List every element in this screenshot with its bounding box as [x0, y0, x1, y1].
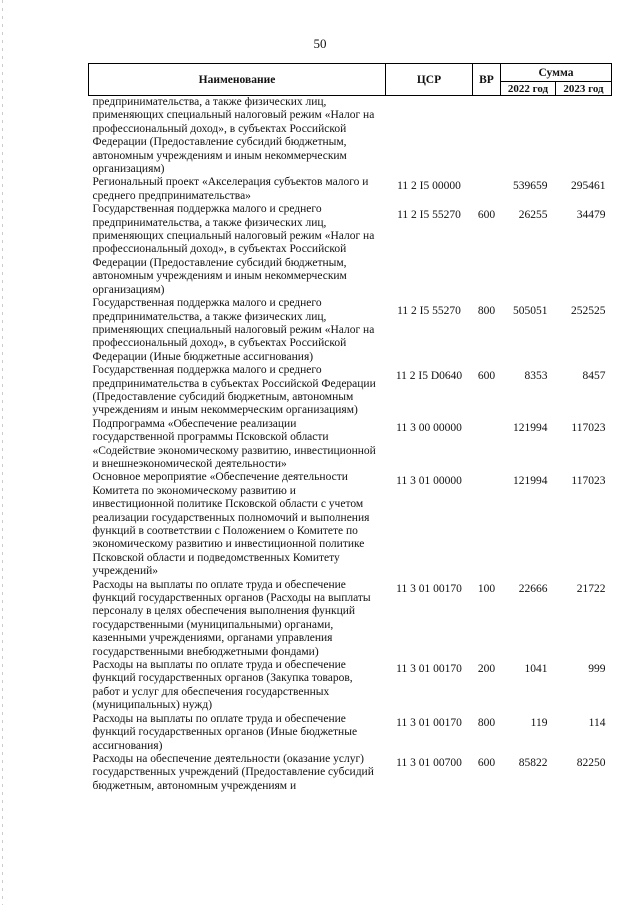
row-sum-2023: 114 — [588, 716, 606, 729]
row-csr — [386, 96, 473, 177]
row-vr: 100 — [477, 582, 496, 595]
table-row — [89, 176, 612, 203]
row-sum-2023: 999 — [588, 663, 606, 676]
row-csr: 11 3 01 00170 — [396, 716, 462, 729]
row-sum-2022: 26255 — [518, 209, 548, 222]
row-csr: 11 3 00 00000 — [396, 421, 462, 434]
row-sum-2022: 8353 — [524, 370, 548, 383]
row-name: предпринимательства, а также физических лиц, применяющих специальный налоговый режим «Налог на профессиональный доход», в субъектах Российской Федерации (Предоставление субсидий бюджетным, автономным учреждениям и иным некоммерческим организациям) — [92, 96, 375, 176]
row-sum-2023: 252525 — [571, 305, 606, 318]
table-row — [89, 364, 612, 418]
row-sum-2022: 539659 — [513, 180, 548, 193]
header-csr: ЦСР — [386, 64, 473, 96]
page-number: 50 — [313, 36, 327, 51]
row-vr — [473, 96, 501, 177]
row-name: Основное мероприятие «Обеспечение деятельности Комитета по экономическому развитию и инвестиционной политике Псковской области с учетом реализации государственных полномочий и выполнения функций в соответствии с Положением о Комитете по экономическому развитию и инвестиционной политике Псковской области и подведомственных Комитету учреждений» — [92, 471, 370, 578]
header-name: Наименование — [89, 64, 386, 96]
row-sum-2022 — [501, 96, 556, 177]
row-name: Государственная поддержка малого и среднего предпринимательства в субъектах Российской Федерации (Предоставление субсидий бюджетным, автономным учреждениям и иным некоммерческим организациям) — [92, 364, 376, 417]
row-name: Расходы на обеспечение деятельности (оказание услуг) государственных учреждений (Предоставление субсидий бюджетным, автономным учреждениям и — [92, 752, 374, 792]
row-name: Подпрограмма «Обеспечение реализации государственной программы Псковской области «Содействие экономическому развитию, инвестиционной и внешнеэкономической деятельности» — [92, 417, 376, 470]
row-vr: 800 — [477, 305, 496, 318]
row-vr — [473, 176, 501, 203]
row-csr: 11 2 I5 55270 — [397, 209, 461, 222]
table-row — [89, 659, 612, 713]
row-name: Расходы на выплаты по оплате труда и обеспечение функций государственных органов (Расходы на выплаты персоналу в целях обеспечения выполнения функций государственными (муниципальными) органами, казенными учреждениями, органами управления государственными внебюджетными фондами) — [92, 578, 371, 658]
row-name: Расходы на выплаты по оплате труда и обеспечение функций государственных органов (Иные бюджетные ассигнования) — [92, 712, 358, 752]
row-vr — [473, 471, 501, 578]
row-csr: 11 3 01 00170 — [396, 663, 462, 676]
row-name: Государственная поддержка малого и среднего предпринимательства, а также физических лиц, применяющих специальный налоговый режим «Налог на профессиональный доход», в субъектах Российской Федерации (Иные бюджетные ассигнования) — [92, 297, 375, 363]
row-vr — [473, 418, 501, 472]
row-vr: 800 — [477, 716, 496, 729]
row-sum-2023: 21722 — [576, 582, 606, 595]
header-vr: ВР — [473, 64, 501, 96]
row-csr: 11 2 I5 D0640 — [395, 370, 463, 383]
row-vr: 600 — [477, 756, 496, 769]
row-name: Региональный проект «Акселерация субъектов малого и среднего предпринимательства» — [92, 176, 369, 202]
row-name: Государственная поддержка малого и среднего предпринимательства, а также физических лиц, применяющих специальный налоговый режим «Налог на профессиональный доход», в субъектах Российской Федерации (Предоставление субсидий бюджетным, автономным учреждениям и иным некоммерческим организациям) — [92, 203, 375, 296]
table-row — [89, 203, 612, 297]
table-row — [89, 418, 612, 472]
row-csr: 11 3 01 00170 — [396, 582, 462, 595]
row-sum-2022: 121994 — [513, 421, 548, 434]
scan-edge — [2, 0, 3, 905]
table-body — [89, 96, 612, 794]
header-sum: Сумма — [501, 64, 612, 82]
row-csr: 11 3 01 00700 — [396, 756, 462, 769]
row-sum-2022: 505051 — [513, 305, 548, 318]
table-row — [89, 753, 612, 793]
header-year-2022: 2022 год — [501, 82, 556, 96]
row-sum-2023: 117023 — [571, 475, 606, 488]
budget-table — [88, 63, 612, 793]
row-csr: 11 2 I5 55270 — [397, 305, 461, 318]
row-vr: 600 — [477, 370, 496, 383]
row-csr: 11 2 I5 00000 — [397, 180, 461, 193]
table-row — [89, 96, 612, 177]
row-sum-2023: 34479 — [576, 209, 606, 222]
header-year-2023: 2023 год — [556, 82, 612, 96]
row-vr: 200 — [477, 663, 496, 676]
row-name: Расходы на выплаты по оплате труда и обеспечение функций государственных органов (Закупка товаров, работ и услуг для обеспечения государственных (муниципальных) нужд) — [92, 659, 353, 712]
row-csr: 11 3 01 00000 — [396, 475, 462, 488]
row-sum-2023: 82250 — [576, 756, 606, 769]
row-sum-2023: 117023 — [571, 421, 606, 434]
row-sum-2022: 121994 — [513, 475, 548, 488]
table-row — [89, 579, 612, 659]
row-sum-2023: 8457 — [582, 370, 606, 383]
row-sum-2022: 85822 — [518, 756, 548, 769]
row-sum-2023: 295461 — [571, 180, 606, 193]
row-vr: 600 — [477, 209, 496, 222]
table-row — [89, 297, 612, 364]
row-sum-2022: 119 — [530, 716, 548, 729]
table-row — [89, 713, 612, 753]
row-sum-2022: 1041 — [524, 663, 548, 676]
row-sum-2022: 22666 — [518, 582, 548, 595]
table-row — [89, 471, 612, 578]
row-sum-2023 — [556, 96, 612, 177]
